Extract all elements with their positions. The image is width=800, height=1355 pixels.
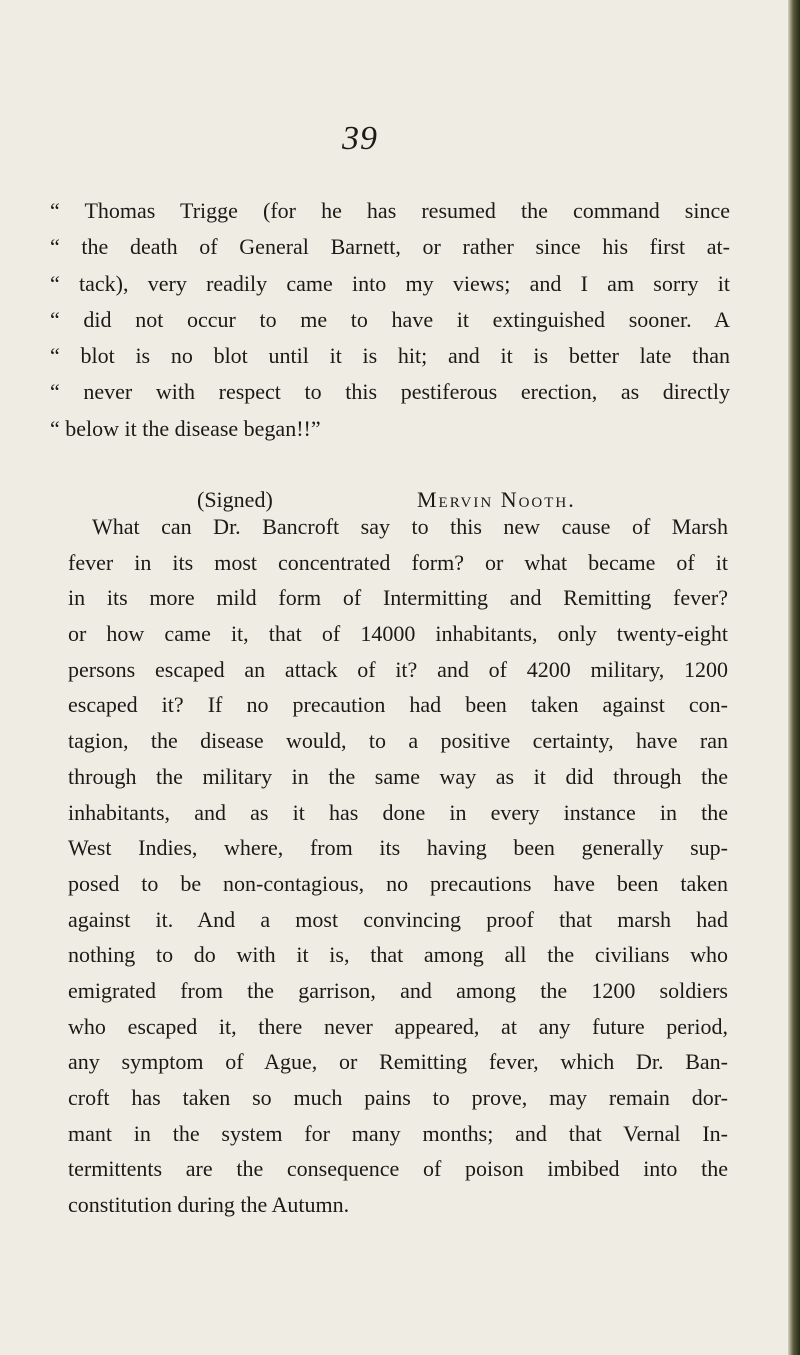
body-line: termittents are the consequence of poison imbibed into the <box>68 1156 728 1182</box>
quote-line: “ did not occur to me to have it extinguished sooner. A <box>50 306 730 332</box>
body-paragraph-lines <box>68 509 728 1223</box>
quoted-letter <box>50 193 730 447</box>
body-line: What can Dr. Bancroft say to this new cause of Marsh <box>92 514 728 539</box>
body-line: or how came it, that of 14000 inhabitants, only twenty-eight <box>68 621 728 647</box>
quote-line: “ below it the disease began!!” <box>50 415 321 441</box>
body-line: mant in the system for many months; and that Vernal In- <box>68 1120 728 1146</box>
body-line: West Indies, where, from its having been generally sup- <box>68 835 728 861</box>
body-line: any symptom of Ague, or Remitting fever, which Dr. Ban- <box>68 1049 728 1075</box>
signature-name: Mervin Nooth. <box>417 487 576 512</box>
quote-line: “ never with respect to this pestiferous erection, as directly <box>50 379 730 405</box>
body-line: posed to be non-contagious, no precautions have been taken <box>68 870 728 896</box>
body-line: constitution during the Autumn. <box>68 1192 350 1218</box>
quote-line: “ Thomas Trigge (for he has resumed the command since <box>50 198 730 223</box>
body-line: nothing to do with it is, that among all the civilians who <box>68 942 728 968</box>
body-line: escaped it? If no precaution had been taken against con- <box>68 692 728 718</box>
quote-line: “ blot is no blot until it is hit; and it is better late than <box>50 343 730 369</box>
quote-line: “ tack), very readily came into my views; and I am sorry it <box>50 270 730 296</box>
body-line: emigrated from the garrison, and among the 1200 soldiers <box>68 977 728 1003</box>
body-line: tagion, the disease would, to a positive certainty, have ran <box>68 728 728 754</box>
signature-label: (Signed) <box>197 487 273 512</box>
body-line: through the military in the same way as it did through the <box>68 763 728 789</box>
body-line: croft has taken so much pains to prove, may remain dor- <box>68 1085 728 1110</box>
page-number: 39 <box>342 120 378 157</box>
quote-line: “ the death of General Barnett, or rather since his first at- <box>50 234 730 260</box>
body-line: inhabitants, and as it has done in every instance in the <box>68 799 728 825</box>
body-line: persons escaped an attack of it? and of 4200 military, 1200 <box>68 656 728 682</box>
page-edge <box>788 0 800 1355</box>
body-line: against it. And a most convincing proof that marsh had <box>68 906 728 932</box>
body-line: in its more mild form of Intermitting and Remitting fever? <box>68 585 728 611</box>
body-line: who escaped it, there never appeared, at any future period, <box>68 1013 728 1039</box>
body-line: fever in its most concentrated form? or what became of it <box>68 549 728 575</box>
